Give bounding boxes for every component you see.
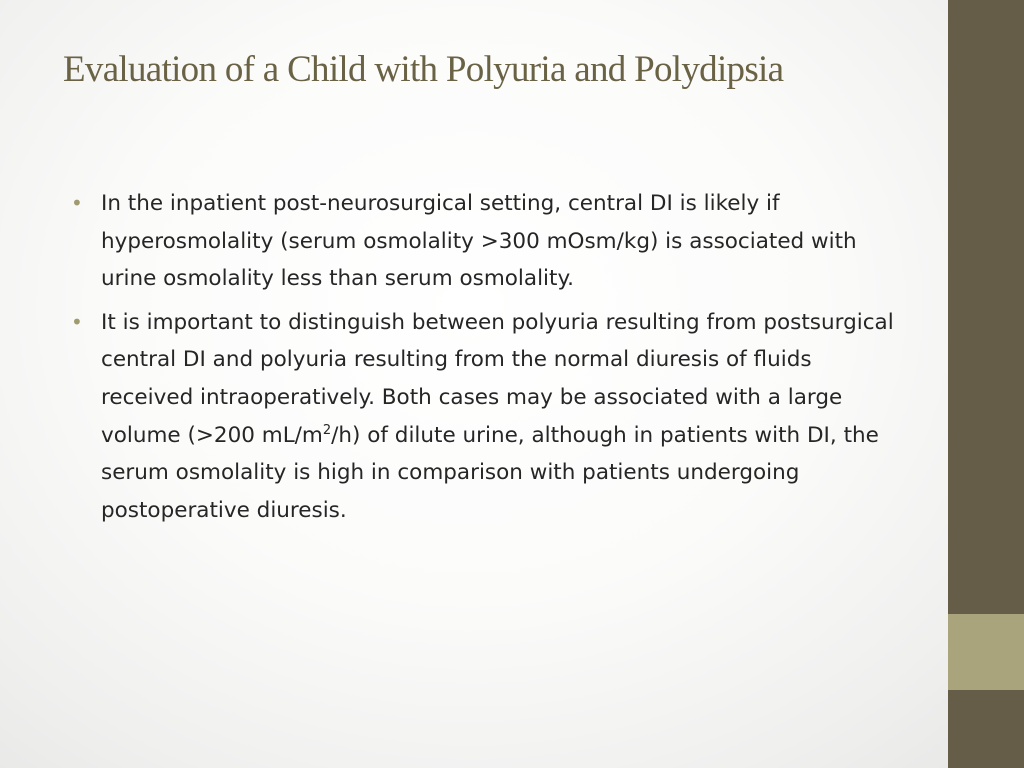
bullet-text-2-end: /h) of dilute urine, although in patients with DI, the serum osmolality is high in comparison with patients undergoing postoperative diuresis. <box>101 422 879 523</box>
bullet-text-2 <box>101 310 894 523</box>
sidebar-accent-block <box>948 614 1024 690</box>
slide-title: Evaluation of a Child with Polyuria and Polydipsia <box>63 49 784 90</box>
bullet-dot-icon: • <box>71 309 83 334</box>
bullet-text-1: In the inpatient post-neurosurgical setting, central DI is likely if hyperosmolality (serum osmolality >300 mOsm/kg) is associated with urine osmolality less than serum osmolality. <box>101 191 857 292</box>
bullet-text-2-start: It is important to distinguish between polyuria resulting from postsurgical central DI and polyuria resulting from the normal diuresis of fluids received intraoperatively. Both cases may be associated with a large volume (>200 mL/m <box>101 309 894 448</box>
bullet-list <box>71 185 906 535</box>
superscript-exponent: 2 <box>322 422 332 438</box>
bullet-dot-icon: • <box>71 191 83 215</box>
bullet-item-1 <box>71 185 906 298</box>
bullet-item-2 <box>71 304 906 530</box>
